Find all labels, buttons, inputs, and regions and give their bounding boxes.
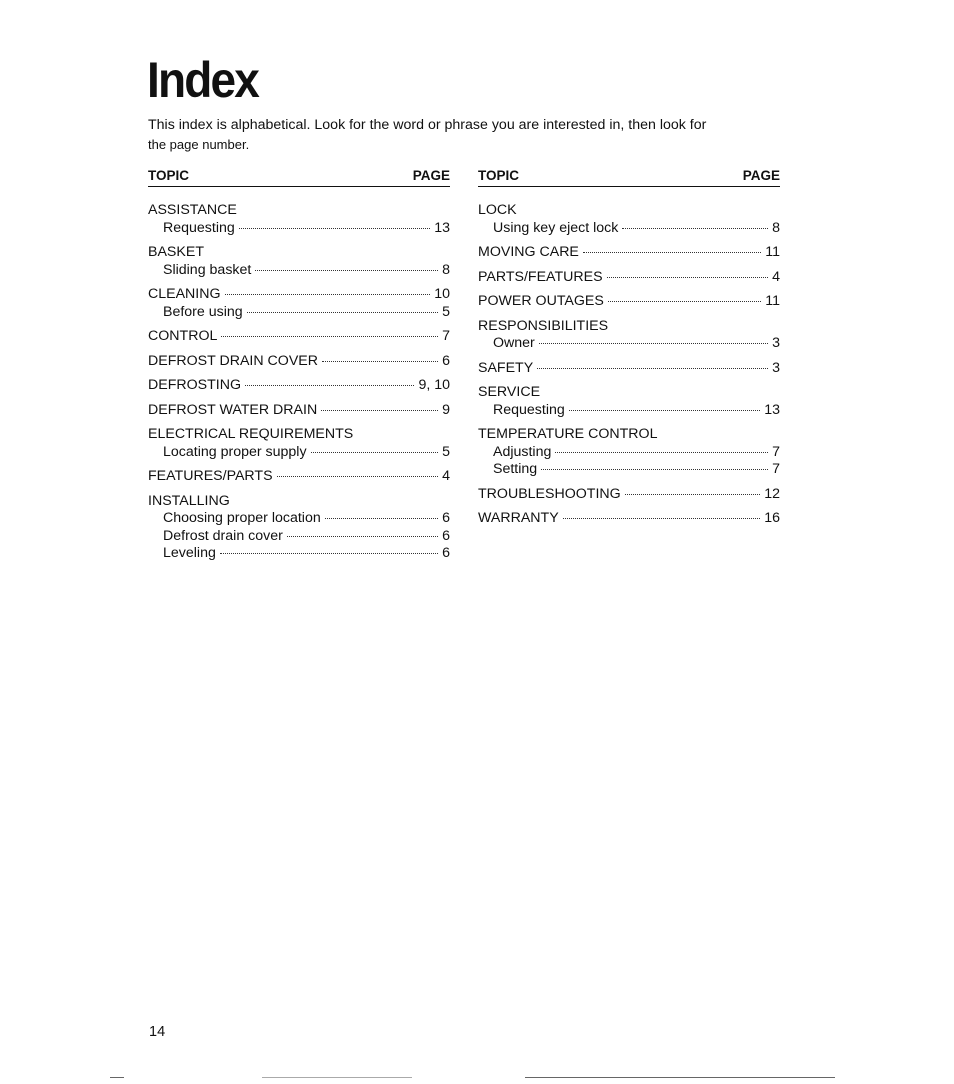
sub-entry-row (478, 402, 780, 420)
entry-label: RESPONSIBILITIES (478, 317, 609, 334)
entry-row (148, 328, 450, 346)
entry-page: 9 (442, 401, 450, 418)
entry-label: DEFROST WATER DRAIN (148, 401, 318, 418)
entry-label: FEATURES/PARTS (148, 468, 273, 484)
dot-leader (221, 336, 438, 337)
sub-entry-row (148, 220, 450, 238)
index-entry (148, 328, 450, 346)
entry-page: 3 (772, 359, 780, 376)
sub-entry-row (148, 262, 450, 280)
dot-leader (563, 518, 761, 519)
entry-row (478, 486, 780, 504)
entry-page: 6 (442, 510, 450, 526)
entry-label: Leveling (163, 545, 216, 561)
index-entry (478, 486, 780, 504)
entry-heading (148, 493, 450, 511)
sub-entry-row (478, 444, 780, 462)
dot-leader (322, 361, 438, 362)
page-header: PAGE (412, 168, 450, 183)
dot-leader (247, 312, 438, 313)
entry-heading (478, 384, 780, 402)
dot-leader (607, 277, 769, 278)
index-entry (478, 318, 780, 353)
entry-page: 9, 10 (418, 377, 450, 393)
entry-page: 12 (764, 485, 780, 502)
dot-leader (555, 452, 768, 453)
entry-row (478, 360, 780, 378)
page-number: 14 (149, 1024, 166, 1040)
index-entry (478, 426, 780, 479)
index-entry (478, 510, 780, 528)
entry-page: 7 (772, 443, 780, 460)
sub-entry-row (148, 528, 450, 546)
page-header: PAGE (742, 168, 780, 183)
entry-label: ASSISTANCE (148, 202, 237, 218)
entry-row (148, 353, 450, 371)
column-header (148, 167, 450, 187)
entry-heading (478, 318, 780, 336)
entry-page: 4 (442, 468, 450, 484)
entry-page: 7 (772, 461, 780, 477)
index-entry (148, 468, 450, 486)
entry-label: TEMPERATURE CONTROL (478, 426, 658, 442)
scan-edge-line (262, 1077, 412, 1078)
sub-entry-row (478, 220, 780, 238)
index-entry (148, 377, 450, 395)
entry-label: CLEANING (148, 286, 221, 302)
index-entry (478, 244, 780, 262)
index-entry (478, 360, 780, 378)
entry-label: BASKET (148, 244, 204, 260)
entry-label: Choosing proper location (163, 510, 321, 526)
sub-entry-row (148, 444, 450, 462)
index-entry (148, 244, 450, 279)
scan-edge-line (525, 1077, 835, 1078)
dot-leader (277, 476, 439, 477)
entry-label: INSTALLING (148, 492, 230, 509)
entry-page: 3 (772, 335, 780, 351)
entry-label: SAFETY (478, 359, 534, 376)
sub-entry-row (478, 335, 780, 353)
index-entries (148, 202, 450, 563)
entry-page: 8 (442, 261, 450, 278)
index-entry (148, 202, 450, 237)
index-entry (148, 426, 450, 461)
page-title: Index (147, 52, 258, 108)
dot-leader (321, 410, 438, 411)
entry-label: Using key eject lock (493, 219, 619, 236)
dot-leader (325, 518, 438, 519)
dot-leader (311, 452, 439, 453)
entry-page: 6 (442, 545, 450, 561)
dot-leader (622, 228, 768, 229)
topic-header: TOPIC (478, 168, 520, 183)
index-column-right (478, 167, 780, 535)
dot-leader (287, 536, 438, 537)
dot-leader (239, 228, 430, 229)
entry-page: 8 (772, 219, 780, 236)
index-entry (478, 269, 780, 287)
entry-page: 13 (434, 219, 450, 236)
entry-label: Locating proper supply (163, 443, 307, 460)
entry-label: Requesting (163, 219, 235, 236)
entry-row (148, 468, 450, 486)
topic-header: TOPIC (148, 168, 190, 183)
entry-label: Setting (493, 461, 538, 477)
entry-heading (478, 202, 780, 220)
entry-page: 5 (442, 443, 450, 460)
entry-label: Adjusting (493, 443, 552, 460)
entry-label: POWER OUTAGES (478, 293, 604, 309)
entry-label: SERVICE (478, 384, 541, 400)
entry-row (148, 377, 450, 395)
entry-label: Defrost drain cover (163, 527, 283, 544)
entry-page: 16 (764, 510, 780, 526)
dot-leader (245, 385, 414, 386)
sub-entry-row (148, 304, 450, 322)
intro-line-1: This index is alphabetical. Look for the word or phrase you are interested in, then look for (148, 117, 707, 133)
intro-text (148, 116, 788, 154)
entry-label: Requesting (493, 401, 565, 418)
dot-leader (625, 494, 761, 495)
entry-row (478, 510, 780, 528)
entry-heading (148, 426, 450, 444)
entry-row (148, 286, 450, 304)
dot-leader (583, 252, 761, 253)
entry-page: 10 (434, 286, 450, 302)
entry-heading (148, 202, 450, 220)
entry-page: 11 (765, 244, 780, 260)
index-entry (478, 293, 780, 311)
index-entry (478, 202, 780, 237)
dot-leader (541, 469, 768, 470)
entry-label: ELECTRICAL REQUIREMENTS (148, 426, 354, 442)
entry-page: 4 (772, 268, 780, 285)
sub-entry-row (148, 510, 450, 528)
dot-leader (569, 410, 760, 411)
entry-page: 7 (442, 328, 450, 344)
index-entry (148, 353, 450, 371)
index-entries (478, 202, 780, 528)
entry-row (148, 402, 450, 420)
scan-edge-line (110, 1077, 124, 1078)
entry-label: PARTS/FEATURES (478, 268, 603, 285)
index-column-left (148, 167, 450, 570)
entry-page: 11 (765, 293, 780, 309)
column-header (478, 167, 780, 187)
entry-label: LOCK (478, 202, 517, 218)
index-entry (148, 402, 450, 420)
dot-leader (225, 294, 431, 295)
entry-row (478, 244, 780, 262)
dot-leader (255, 270, 438, 271)
dot-leader (220, 553, 438, 554)
entry-label: Sliding basket (163, 261, 252, 278)
entry-page: 13 (764, 401, 780, 418)
entry-label: MOVING CARE (478, 244, 579, 260)
index-entry (148, 493, 450, 563)
entry-heading (148, 244, 450, 262)
index-entry (478, 384, 780, 419)
entry-label: Before using (163, 303, 243, 320)
sub-entry-row (478, 461, 780, 479)
dot-leader (608, 301, 761, 302)
entry-label: DEFROST DRAIN COVER (148, 352, 319, 369)
sub-entry-row (148, 545, 450, 563)
entry-label: WARRANTY (478, 510, 559, 526)
entry-heading (478, 426, 780, 444)
entry-label: CONTROL (148, 328, 218, 344)
entry-row (478, 293, 780, 311)
entry-label: DEFROSTING (148, 377, 242, 393)
index-entry (148, 286, 450, 321)
entry-label: TROUBLESHOOTING (478, 485, 621, 502)
entry-page: 5 (442, 303, 450, 320)
intro-line-2: the page number. (148, 137, 250, 152)
entry-label: Owner (493, 335, 535, 351)
dot-leader (537, 368, 768, 369)
entry-page: 6 (442, 352, 450, 369)
dot-leader (539, 343, 768, 344)
entry-page: 6 (442, 527, 450, 544)
entry-row (478, 269, 780, 287)
